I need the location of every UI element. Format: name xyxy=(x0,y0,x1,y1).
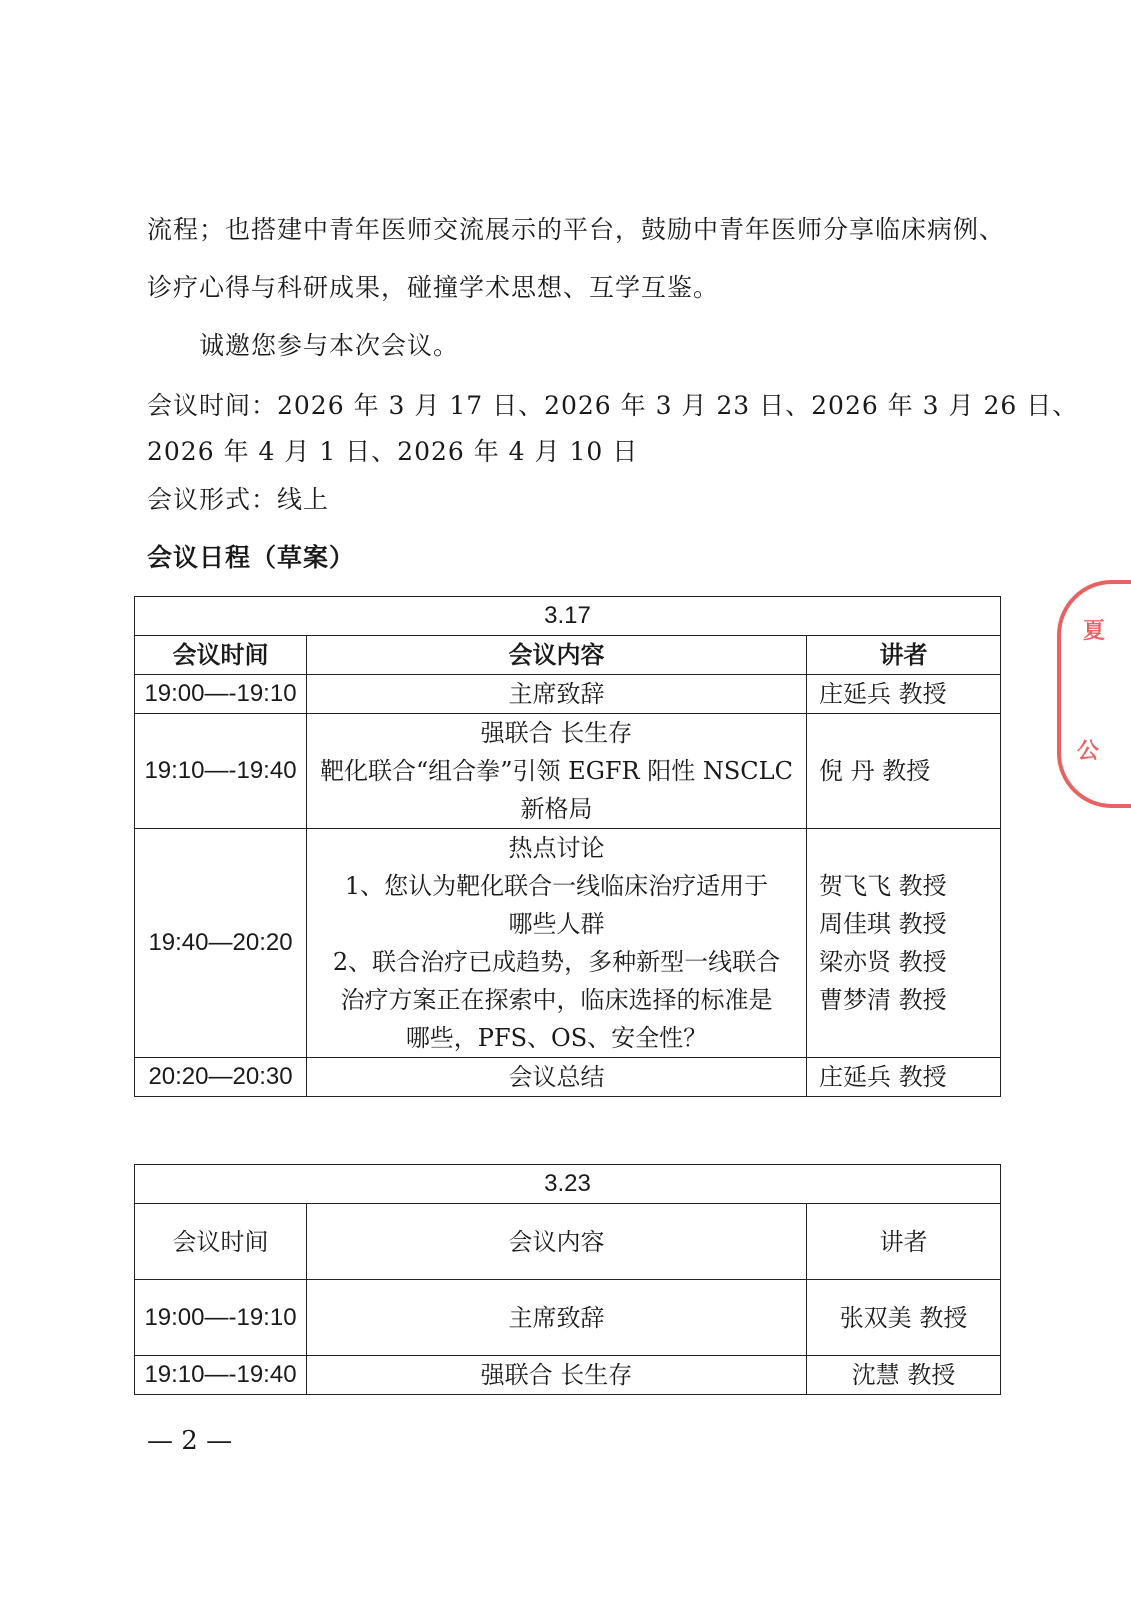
meeting-time-line-2: 2026 年 4 月 1 日、2026 年 4 月 10 日 xyxy=(147,437,639,466)
table-date: 3.23 xyxy=(135,1165,1001,1204)
meeting-format: 会议形式：线上 xyxy=(147,485,330,514)
header-content: 会议内容 xyxy=(307,636,807,675)
table-row: 20:20—20:30 会议总结 庄延兵 教授 xyxy=(135,1058,1001,1097)
table-row: 19:00—-19:10 主席致辞 张双美 教授 xyxy=(135,1280,1001,1356)
header-content: 会议内容 xyxy=(307,1204,807,1280)
intro-line-1: 流程；也搭建中青年医师交流展示的平台，鼓励中青年医师分享临床病例、 xyxy=(147,215,1006,244)
header-speaker: 讲者 xyxy=(807,1204,1001,1280)
red-seal-stamp: 夏 公 xyxy=(1057,580,1131,808)
page-number: — 2 — xyxy=(147,1426,233,1456)
header-time: 会议时间 xyxy=(135,636,307,675)
table-row: 19:00—-19:10 主席致辞 庄延兵 教授 xyxy=(135,675,1001,714)
schedule-table-3-17 xyxy=(134,596,1001,1097)
schedule-table-3-23 xyxy=(134,1164,1001,1395)
table-date: 3.17 xyxy=(135,597,1001,636)
table-row: 19:10—-19:40 强联合 长生存 沈慧 教授 xyxy=(135,1356,1001,1395)
schedule-title: 会议日程（草案） xyxy=(147,543,356,572)
intro-line-2: 诊疗心得与科研成果，碰撞学术思想、互学互鉴。 xyxy=(147,273,720,302)
table-row: 19:10—-19:40 强联合 长生存 靶化联合“组合拳”引领 EGFR 阳性 NSCLC 新格局 倪 丹 教授 xyxy=(135,714,1001,829)
header-speaker: 讲者 xyxy=(807,636,1001,675)
meeting-time-line-1: 会议时间：2026 年 3 月 17 日、2026 年 3 月 23 日、2026 年 3 月 26 日、 xyxy=(147,391,1079,420)
invitation-text: 诚邀您参与本次会议。 xyxy=(199,331,460,360)
header-time: 会议时间 xyxy=(135,1204,307,1280)
table-row: 19:40—20:20 热点讨论 1、您认为靶化联合一线临床治疗适用于 哪些人群 2、联合治疗已成趋势，多种新型一线联合 治疗方案正在探索中，临床选择的标准是 哪些，PFS、OS、安全性？ 贺飞飞 教授 周佳琪 教授 梁亦贤 教授 曹梦清 教授 xyxy=(135,829,1001,1058)
